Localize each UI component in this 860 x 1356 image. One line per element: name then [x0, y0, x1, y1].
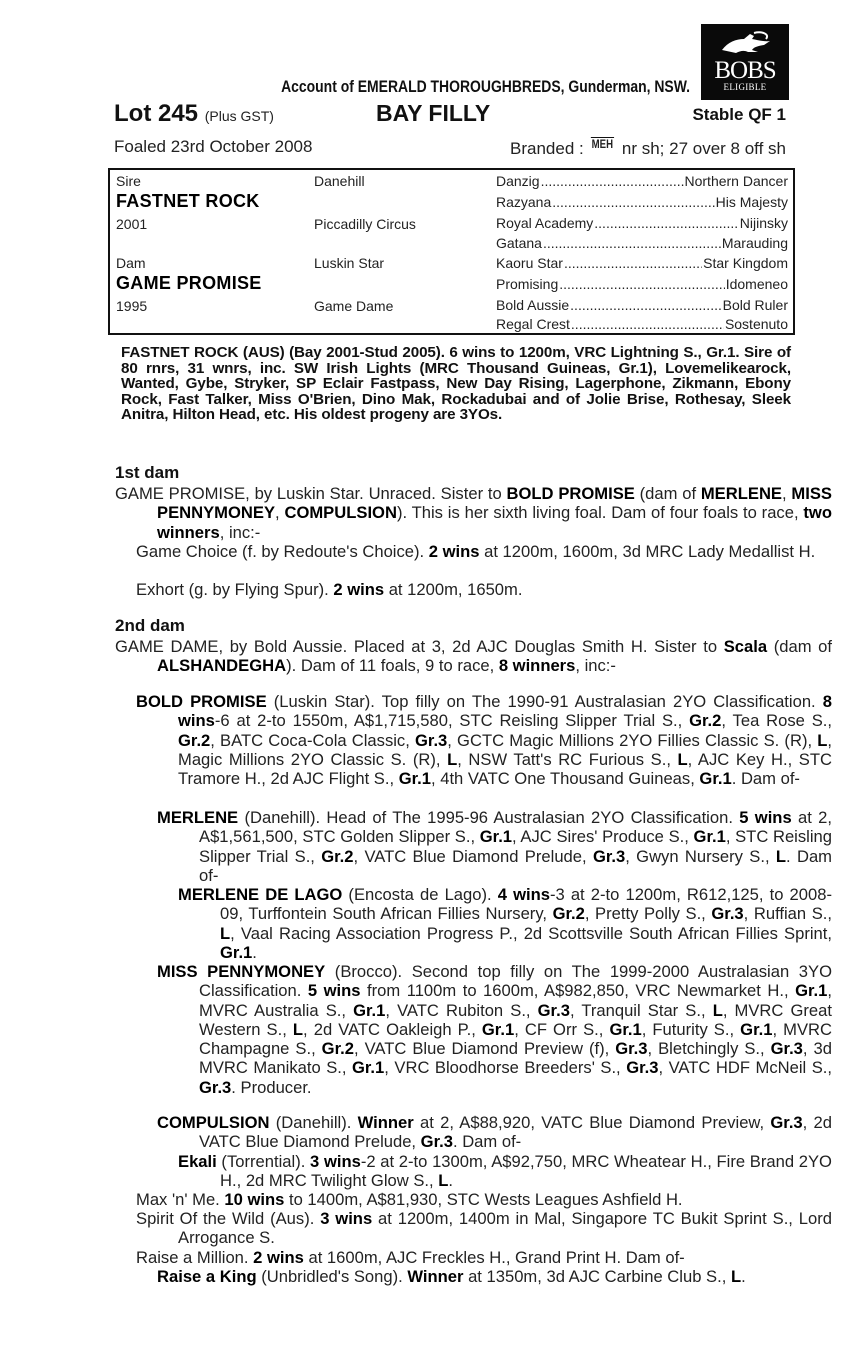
foaled-date: Foaled 23rd October 2008	[114, 137, 313, 156]
horse-head-icon	[714, 30, 776, 58]
leader-dots	[594, 215, 738, 231]
gg-sire: His Majesty	[715, 194, 788, 210]
gg-name: Razyana	[496, 194, 552, 210]
gg-sire: Idomeneo	[725, 276, 788, 292]
logo-bobs-text: BOBS	[714, 57, 776, 84]
bobs-eligible-logo	[701, 24, 789, 100]
lot-note: (Plus GST)	[204, 108, 274, 124]
great-grandparent-row	[496, 173, 788, 189]
lot-number	[114, 100, 274, 128]
granddam-paternal: Piccadilly Circus	[314, 216, 416, 232]
great-grandparent-row	[496, 276, 788, 292]
progeny-entry: COMPULSION (Danehill). Winner at 2, A$88,920, VATC Blue Diamond Preview, Gr.3, 2d VATC Blue Diamond Prelude, Gr.3. Dam of-	[157, 1113, 833, 1152]
gg-sire: Star Kingdom	[703, 255, 788, 271]
gg-name: Gatana	[496, 235, 542, 251]
gg-sire: Northern Dancer	[684, 173, 788, 189]
gg-name: Bold Aussie	[496, 297, 570, 313]
pedigree-table	[108, 168, 795, 335]
brand-mark-icon: MEH	[592, 137, 614, 151]
second-dam-intro: GAME DAME, by Bold Aussie. Placed at 3, 2d AJC Douglas Smith H. Sister to Scala (dam of ALSHANDEGHA). Dam of 11 foals, 9 to race, 8 winners, inc:-	[115, 637, 833, 676]
sire-label: Sire	[116, 173, 141, 189]
leader-dots	[543, 235, 721, 251]
progeny-entry: MISS PENNYMONEY (Brocco). Second top filly on The 1999-2000 Australasian 3YO Classification. 5 wins from 1100m to 1600m, A$982,850, VRC Newmarket H., Gr.1, MVRC Australia S., Gr.1, VATC Rubiton S., Gr.3, Tranquil Star S., L, MVRC Great Western S., L, 2d VATC Oakleigh P., Gr.1, CF Orr S., Gr.1, Futurity S., Gr.1, MVRC Champagne S., Gr.2, VATC Blue Diamond Preview (f), Gr.3, Bletchingly S., Gr.3, 3d MVRC Manikato S., Gr.1, VRC Bloodhorse Breeders' S., Gr.3, VATC HDF McNeil S., Gr.3. Producer.	[157, 962, 832, 1097]
progeny-entry: Raise a King (Unbridled's Song). Winner at 1350m, 3d AJC Carbine Club S., L.	[157, 1267, 746, 1286]
gg-name: Kaoru Star	[496, 255, 563, 271]
stable-location: Stable QF 1	[692, 105, 786, 124]
grandsire-paternal: Danehill	[314, 173, 365, 189]
first-dam-progeny-item: Exhort (g. by Flying Spur). 2 wins at 1200m, 1650m.	[136, 580, 523, 599]
leader-dots	[571, 316, 724, 332]
dam-year: 1995	[116, 298, 148, 314]
great-grandparent-row	[496, 297, 788, 313]
first-dam-intro: GAME PROMISE, by Luskin Star. Unraced. Sister to BOLD PROMISE (dam of MERLENE, MISS PENNYMONEY, COMPULSION). This is her sixth living foal. Dam of four foals to race, two winners, inc:-	[115, 484, 832, 542]
dam-name: GAME PROMISE	[116, 273, 262, 293]
great-grandparent-row	[496, 215, 788, 231]
leader-dots	[541, 173, 684, 189]
sire-summary: FASTNET ROCK (AUS) (Bay 2001-Stud 2005). 6 wins to 1200m, VRC Lightning S., Gr.1. Sire of 80 rnrs, 31 wnrs, inc. SW Irish Lights (MRC Thousand Guineas, Gr.1), Lovemelikearock, Wanted, Gybe, Stryker, SP Eclair Fastpass, New Day Rising, Lagerphone, Zikmann, Ebony Rock, Fast Talker, Miss O'Brien, Dino Mak, Rockadubai and of Jolie Brise, Rothesay, Sleek Anitra, Hilton Head, etc. His oldest progeny are 3YOs.	[121, 344, 791, 424]
great-grandparent-row	[496, 194, 788, 210]
great-grandparent-row	[496, 316, 788, 332]
branded-info	[510, 137, 786, 159]
logo-eligible-text: ELIGIBLE	[723, 82, 767, 92]
gg-sire: Marauding	[721, 235, 788, 251]
lot-label: Lot 245	[114, 100, 199, 127]
horse-description: BAY FILLY	[376, 100, 491, 126]
gg-name: Royal Academy	[496, 215, 594, 231]
progeny-entry: Max 'n' Me. 10 wins to 1400m, A$81,930, STC Wests Leagues Ashfield H.	[136, 1190, 683, 1209]
leader-dots	[564, 255, 702, 271]
gg-name: Regal Crest	[496, 316, 570, 332]
branded-text: nr sh; 27 over 8 off sh	[621, 139, 786, 158]
leader-dots	[552, 194, 714, 210]
first-dam-heading: 1st dam	[115, 463, 180, 482]
leader-dots	[559, 276, 724, 292]
leader-dots	[570, 297, 721, 313]
vendor-account: Account of EMERALD THOROUGHBREDS, Gunderman, NSW.	[281, 77, 690, 96]
first-dam-progeny-item: Game Choice (f. by Redoute's Choice). 2 wins at 1200m, 1600m, 3d MRC Lady Medallist H.	[136, 542, 816, 561]
sire-name: FASTNET ROCK	[116, 191, 260, 211]
gg-sire: Nijinsky	[739, 215, 788, 231]
sire-year: 2001	[116, 216, 148, 232]
great-grandparent-row	[496, 235, 788, 251]
progeny-entry: Spirit Of the Wild (Aus). 3 wins at 1200m, 1400m in Mal, Singapore TC Bukit Sprint S., Lord Arrogance S.	[136, 1209, 832, 1248]
gg-sire: Sostenuto	[724, 316, 788, 332]
progeny-entry: MERLENE (Danehill). Head of The 1995-96 Australasian 2YO Classification. 5 wins at 2, A$1,561,500, STC Golden Slipper S., Gr.1, AJC Sires' Produce S., Gr.1, STC Reisling Slipper Trial S., Gr.2, VATC Blue Diamond Prelude, Gr.3, Gwyn Nursery S., L. Dam of-	[157, 808, 833, 885]
grandsire-maternal: Luskin Star	[314, 255, 385, 271]
progeny-entry: MERLENE DE LAGO (Encosta de Lago). 4 wins-3 at 2-to 1200m, R612,125, to 2008-09, Turffontein South African Fillies Nursery, Gr.2, Pretty Polly S., Gr.3, Ruffian S., L, Vaal Racing Association Progress P., 2d Scottsville South African Fillies Sprint, Gr.1.	[178, 885, 832, 962]
granddam-maternal: Game Dame	[314, 298, 394, 314]
gg-name: Danzig	[496, 173, 540, 189]
progeny-entry: BOLD PROMISE (Luskin Star). Top filly on The 1990-91 Australasian 2YO Classification. 8 wins-6 at 2-to 1550m, A$1,715,580, STC Reisling Slipper Trial S., Gr.2, Tea Rose S., Gr.2, BATC Coca-Cola Classic, Gr.3, GCTC Magic Millions 2YO Fillies Classic S. (R), L, Magic Millions 2YO Classic S. (R), L, NSW Tatt's RC Furious S., L, AJC Key H., STC Tramore H., 2d AJC Flight S., Gr.1, 4th VATC One Thousand Guineas, Gr.1. Dam of-	[136, 692, 833, 789]
gg-sire: Bold Ruler	[722, 297, 788, 313]
progeny-entry: Raise a Million. 2 wins at 1600m, AJC Freckles H., Grand Print H. Dam of-	[136, 1248, 685, 1267]
gg-name: Promising	[496, 276, 559, 292]
second-dam-heading: 2nd dam	[115, 616, 185, 635]
dam-label: Dam	[116, 255, 146, 271]
great-grandparent-row	[496, 255, 788, 271]
branded-label: Branded :	[510, 139, 584, 158]
progeny-entry: Ekali (Torrential). 3 wins-2 at 2-to 1300m, A$92,750, MRC Wheatear H., Fire Brand 2YO H., 2d MRC Twilight Glow S., L.	[178, 1152, 832, 1191]
